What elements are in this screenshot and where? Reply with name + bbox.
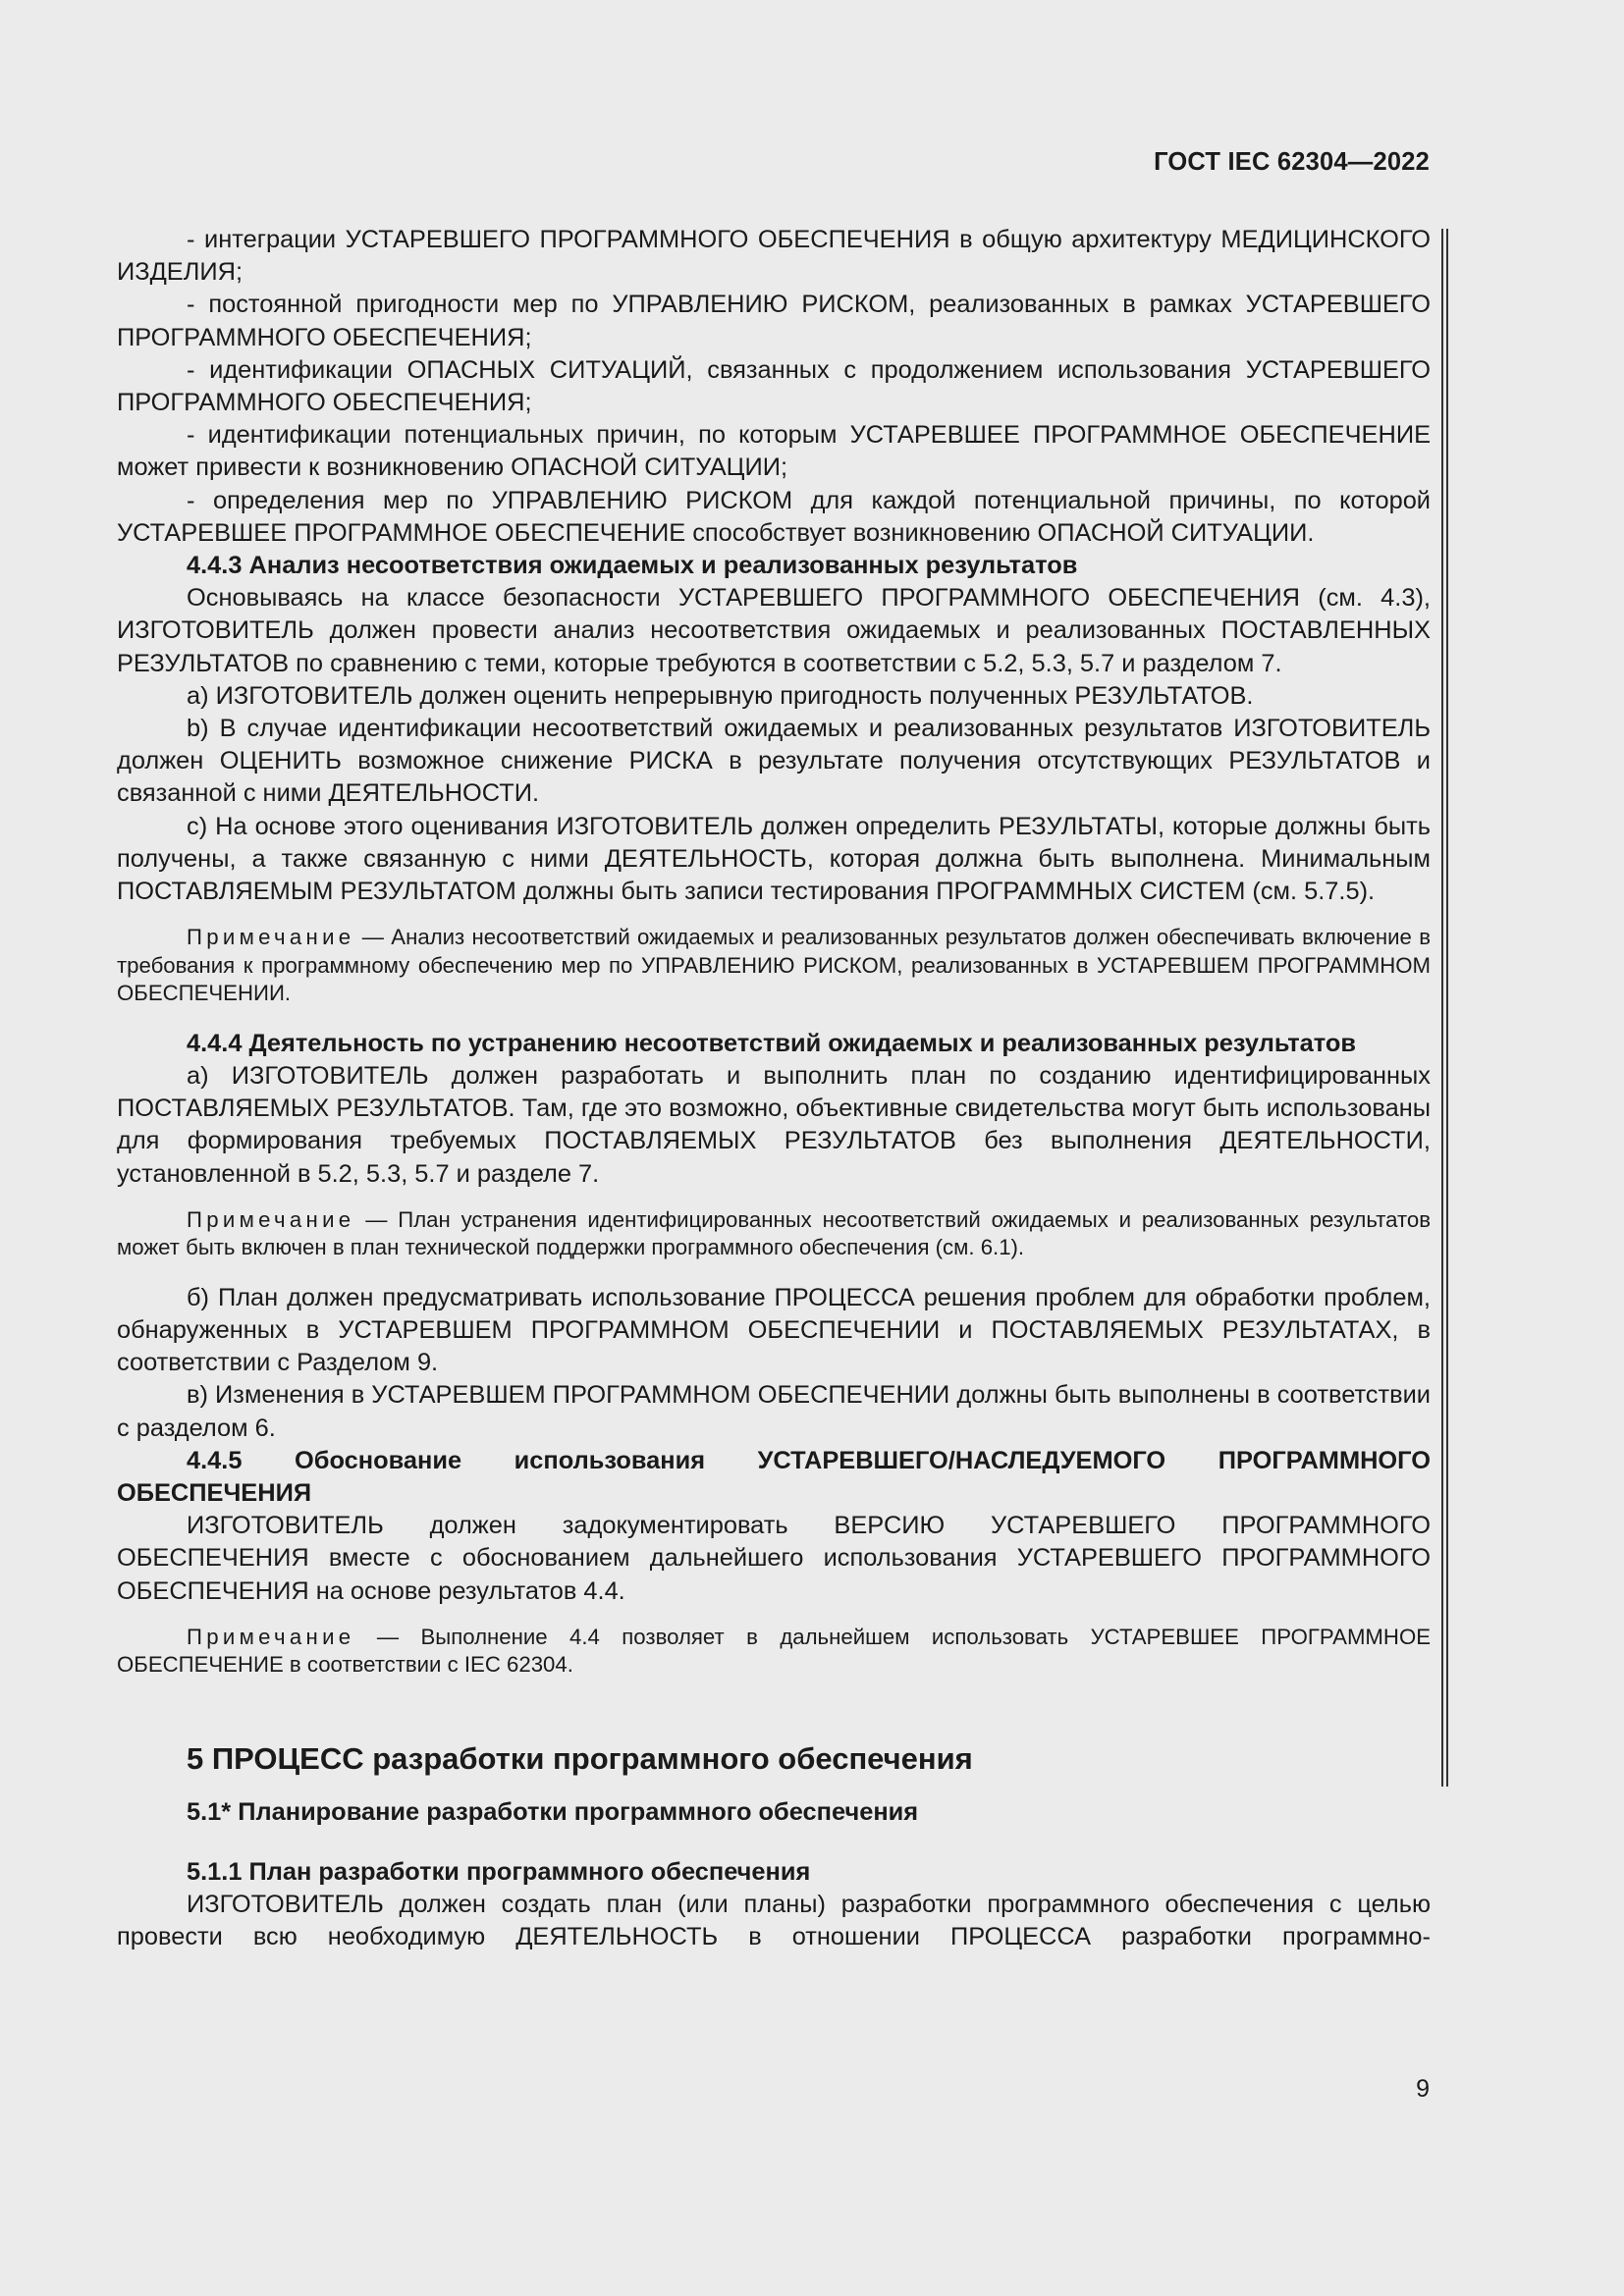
note xyxy=(117,1206,1431,1262)
note-label: Примечание xyxy=(187,925,355,950)
paragraph: Основываясь на классе безопасности УСТАРЕВШЕГО ПРОГРАММНОГО ОБЕСПЕЧЕНИЯ (см. 4.3), ИЗГОТОВИТЕЛЬ должен провести анализ несоответствия ожидаемых и реализованных ПОСТАВЛЕННЫХ РЕЗУЛЬТАТОВ по сравнению с теми, которые требуются в соответствии с 5.2, 5.3, 5.7 и разделом 7. xyxy=(117,584,1431,677)
list-item: с) На основе этого оценивания ИЗГОТОВИТЕЛЬ должен определить РЕЗУЛЬТАТЫ, которые должны быть получены, а также связанную с ними ДЕЯТЕЛЬНОСТЬ, которая должна быть выполнена. Минимальным ПОСТАВЛЯЕМЫМ РЕЗУЛЬТАТОМ должны быть записи тестирования ПРОГРАММНЫХ СИСТЕМ (см. 5.7.5). xyxy=(117,812,1431,906)
note-text: — Анализ несоответствий ожидаемых и реализованных результатов должен обеспечивать включение в требования к программному обеспечению мер по УПРАВЛЕНИЮ РИСКОМ, реализованных в УСТАРЕВШЕМ ПРОГРАММНОМ ОБЕСПЕЧЕНИИ. xyxy=(117,925,1431,1006)
note-text: — Выполнение 4.4 позволяет в дальнейшем использовать УСТАРЕВШЕЕ ПРОГРАММНОЕ ОБЕСПЕЧЕНИЕ в соответствии с IEC 62304. xyxy=(117,1624,1431,1678)
document-body xyxy=(117,224,1431,1954)
list-item: а) ИЗГОТОВИТЕЛЬ должен разработать и выполнить план по созданию идентифицированных ПОСТАВЛЯЕМЫХ РЕЗУЛЬТАТОВ. Там, где это возможно, объективные свидетельства могут быть использованы для формирования требуемых ПОСТАВЛЯЕМЫХ РЕЗУЛЬТАТОВ без выполнения ДЕЯТЕЛЬНОСТИ, установленной в 5.2, 5.3, 5.7 и разделе 7. xyxy=(117,1061,1431,1188)
page-number: 9 xyxy=(1416,2075,1430,2103)
section-heading-5-1-1: 5.1.1 План разработки программного обеспечения xyxy=(187,1858,811,1887)
note-label: Примечание xyxy=(187,1624,355,1649)
paragraph: ИЗГОТОВИТЕЛЬ должен задокументировать ВЕРСИЮ УСТАРЕВШЕГО ПРОГРАММНОГО ОБЕСПЕЧЕНИЯ вместе с обоснованием дальнейшего использования УСТАРЕВШЕГО ПРОГРАММНОГО ОБЕСПЕЧЕНИЯ на основе результатов 4.4. xyxy=(117,1512,1431,1605)
list-item: в) Изменения в УСТАРЕВШЕМ ПРОГРАММНОМ ОБЕСПЕЧЕНИИ должны быть выполнены в соответствии с разделом 6. xyxy=(117,1381,1431,1442)
section-heading-4-4-4: 4.4.4 Деятельность по устранению несоответствий ожидаемых и реализованных результатов xyxy=(187,1029,1356,1057)
section-heading-5: 5 ПРОЦЕСС разработки программного обеспечения xyxy=(187,1740,973,1776)
section-heading-5-1: 5.1* Планирование разработки программного обеспечения xyxy=(187,1797,919,1826)
note xyxy=(117,924,1431,1008)
section-heading-4-4-3: 4.4.3 Анализ несоответствия ожидаемых и реализованных результатов xyxy=(187,552,1078,580)
list-item: - постоянной пригодности мер по УПРАВЛЕНИЮ РИСКОМ, реализованных в рамках УСТАРЕВШЕГО ПРОГРАММНОГО ОБЕСПЕЧЕНИЯ; xyxy=(117,291,1431,351)
note-text: — План устранения идентифицированных несоответствий ожидаемых и реализованных результатов может быть включен в план технической поддержки программного обеспечения (см. 6.1). xyxy=(117,1206,1431,1260)
change-bar xyxy=(1446,229,1448,1787)
note-label: Примечание xyxy=(187,1206,355,1232)
list-item: а) ИЗГОТОВИТЕЛЬ должен оценить непрерывную пригодность полученных РЕЗУЛЬТАТОВ. xyxy=(187,681,1254,710)
list-item: б) План должен предусматривать использование ПРОЦЕССА решения проблем для обработки проблем, обнаруженных в УСТАРЕВШЕМ ПРОГРАММНОМ ОБЕСПЕЧЕНИИ и ПОСТАВЛЯЕМЫХ РЕЗУЛЬТАТАХ, в соответствии с Разделом 9. xyxy=(117,1283,1431,1377)
list-item: - определения мер по УПРАВЛЕНИЮ РИСКОМ для каждой потенциальной причины, по которой УСТАРЕВШЕЕ ПРОГРАММНОЕ ОБЕСПЕЧЕНИЕ способствует возникновению ОПАСНОЙ СИТУАЦИИ. xyxy=(117,486,1431,547)
paragraph: ИЗГОТОВИТЕЛЬ должен создать план (или планы) разработки программного обеспечения с целью провести всю необходимую ДЕЯТЕЛЬНОСТЬ в отношении ПРОЦЕССА разработки программно- xyxy=(117,1891,1431,1951)
change-bar xyxy=(1441,229,1443,1787)
list-item: b) В случае идентификации несоответствий ожидаемых и реализованных результатов ИЗГОТОВИТЕЛЬ должен ОЦЕНИТЬ возможное снижение РИСКА в результате получения отсутствующих РЕЗУЛЬТАТОВ и связанной с ними ДЕЯТЕЛЬНОСТИ. xyxy=(117,715,1431,808)
list-item: - идентификации потенциальных причин, по которым УСТАРЕВШЕЕ ПРОГРАММНОЕ ОБЕСПЕЧЕНИЕ может привести к возникновению ОПАСНОЙ СИТУАЦИИ; xyxy=(117,421,1431,482)
section-heading-4-4-5: 4.4.5 Обоснование использования УСТАРЕВШЕГО/НАСЛЕДУЕМОГО ПРОГРАММНОГО ОБЕСПЕЧЕНИЯ xyxy=(117,1446,1431,1507)
list-item: - идентификации ОПАСНЫХ СИТУАЦИЙ, связанных с продолжением использования УСТАРЕВШЕГО ПРОГРАММНОГО ОБЕСПЕЧЕНИЯ; xyxy=(117,355,1431,417)
note xyxy=(117,1624,1431,1680)
list-item: - интеграции УСТАРЕВШЕГО ПРОГРАММНОГО ОБЕСПЕЧЕНИЯ в общую архитектуру МЕДИЦИНСКОГО ИЗДЕЛИЯ; xyxy=(117,226,1431,287)
document-header: ГОСТ IEC 62304—2022 xyxy=(1154,148,1430,176)
